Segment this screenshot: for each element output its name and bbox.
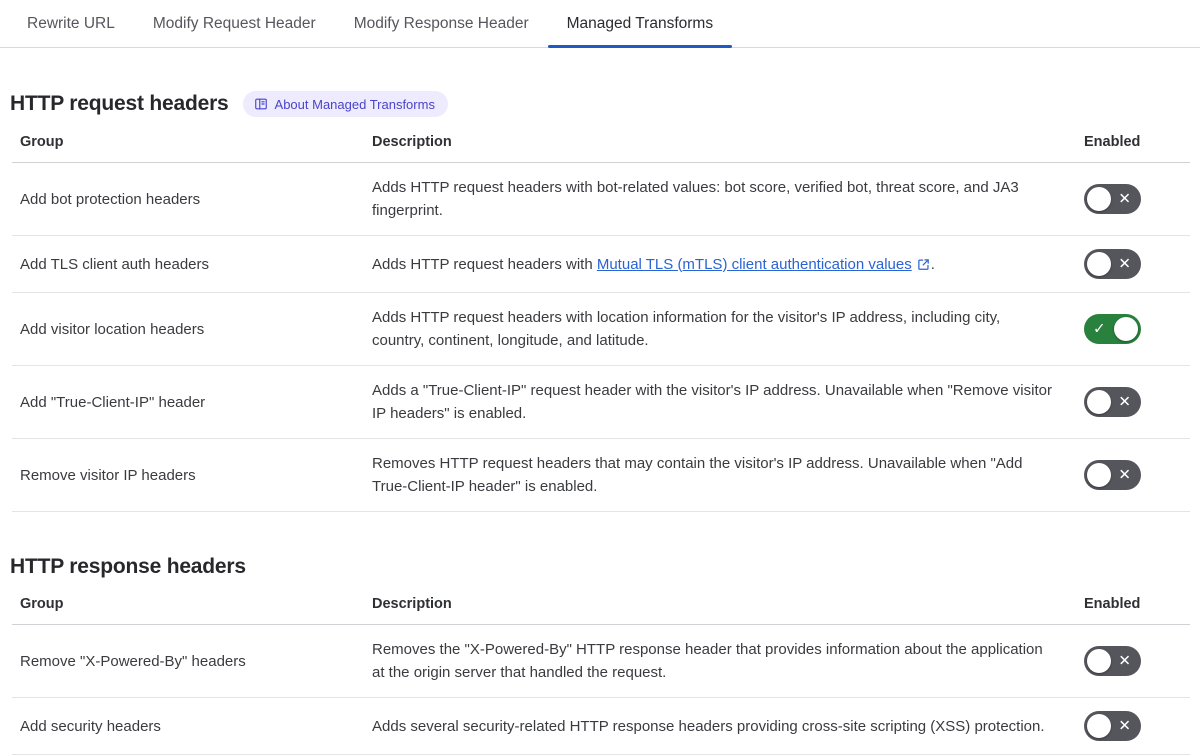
- description-cell: Adds HTTP request headers with location information for the visitor's IP address, including city, country, continent, longitude, and latitude.: [372, 293, 1084, 366]
- enabled-toggle[interactable]: [1084, 249, 1141, 279]
- toggle-knob: [1087, 187, 1111, 211]
- response-headers-section: [0, 555, 1200, 755]
- tab-modify-response-header[interactable]: Modify Response Header: [353, 15, 529, 32]
- group-cell: Add TLS client auth headers: [12, 236, 372, 293]
- x-icon: ✕: [1118, 255, 1131, 273]
- enabled-toggle[interactable]: [1084, 646, 1141, 676]
- description-cell: Adds HTTP request headers with bot-related values: bot score, verified bot, threat score, and JA3 fingerprint.: [372, 163, 1084, 236]
- description-cell: Removes HTTP request headers that may contain the visitor's IP address. Unavailable when "Add True-Client-IP header" is enabled.: [372, 439, 1084, 512]
- column-header-enabled: Enabled: [1084, 590, 1190, 625]
- table-header-row: [12, 590, 1190, 625]
- toggle-knob: [1087, 714, 1111, 738]
- response-headers-table: [12, 590, 1190, 755]
- tab-bar: [0, 0, 1200, 48]
- tab-managed-transforms[interactable]: Managed Transforms: [548, 0, 732, 47]
- group-cell: Add bot protection headers: [12, 163, 372, 236]
- column-header-enabled: Enabled: [1084, 128, 1190, 163]
- x-icon: ✕: [1118, 466, 1131, 484]
- check-icon: ✓: [1093, 320, 1106, 338]
- group-cell: Add visitor location headers: [12, 293, 372, 366]
- table-row: [12, 698, 1190, 755]
- table-header-row: [12, 128, 1190, 163]
- table-row: [12, 163, 1190, 236]
- x-icon: ✕: [1118, 190, 1131, 208]
- description-cell: Adds several security-related HTTP response headers providing cross-site scripting (XSS) protection.: [372, 698, 1084, 755]
- table-row: [12, 625, 1190, 698]
- column-header-group: Group: [12, 128, 372, 163]
- table-row: [12, 293, 1190, 366]
- description-cell: Adds a "True-Client-IP" request header with the visitor's IP address. Unavailable when "Remove visitor IP headers" is enabled.: [372, 366, 1084, 439]
- table-row: [12, 439, 1190, 512]
- column-header-description: Description: [372, 590, 1084, 625]
- table-row: [12, 236, 1190, 293]
- enabled-toggle[interactable]: [1084, 184, 1141, 214]
- external-link-icon: [917, 258, 930, 271]
- toggle-knob: [1087, 252, 1111, 276]
- enabled-toggle[interactable]: [1084, 314, 1141, 344]
- x-icon: ✕: [1118, 652, 1131, 670]
- toggle-knob: [1087, 463, 1111, 487]
- group-cell: Add "True-Client-IP" header: [12, 366, 372, 439]
- description-cell: Removes the "X-Powered-By" HTTP response header that provides information about the application at the origin server that handled the request.: [372, 625, 1084, 698]
- request-headers-table: [12, 128, 1190, 512]
- toggle-knob: [1087, 390, 1111, 414]
- book-icon: [254, 97, 268, 111]
- group-cell: Remove "X-Powered-By" headers: [12, 625, 372, 698]
- enabled-toggle[interactable]: [1084, 387, 1141, 417]
- response-section-title: HTTP response headers: [10, 555, 246, 578]
- group-cell: Remove visitor IP headers: [12, 439, 372, 512]
- toggle-knob: [1087, 649, 1111, 673]
- x-icon: ✕: [1118, 717, 1131, 735]
- x-icon: ✕: [1118, 393, 1131, 411]
- toggle-knob: [1114, 317, 1138, 341]
- mtls-values-link[interactable]: Mutual TLS (mTLS) client authentication values: [596, 255, 912, 273]
- about-managed-transforms-badge[interactable]: [243, 91, 448, 117]
- column-header-group: Group: [12, 590, 372, 625]
- column-header-description: Description: [372, 128, 1084, 163]
- enabled-toggle[interactable]: [1084, 711, 1141, 741]
- enabled-toggle[interactable]: [1084, 460, 1141, 490]
- badge-label: About Managed Transforms: [274, 96, 435, 112]
- table-row: [12, 366, 1190, 439]
- tab-modify-request-header[interactable]: Modify Request Header: [152, 15, 316, 32]
- tab-rewrite-url[interactable]: Rewrite URL: [27, 15, 115, 32]
- request-section-title: HTTP request headers: [10, 92, 229, 115]
- group-cell: Add security headers: [12, 698, 372, 755]
- description-cell: Adds HTTP request headers with Mutual TLS (mTLS) client authentication values .: [372, 236, 1084, 293]
- request-headers-section: [0, 91, 1200, 512]
